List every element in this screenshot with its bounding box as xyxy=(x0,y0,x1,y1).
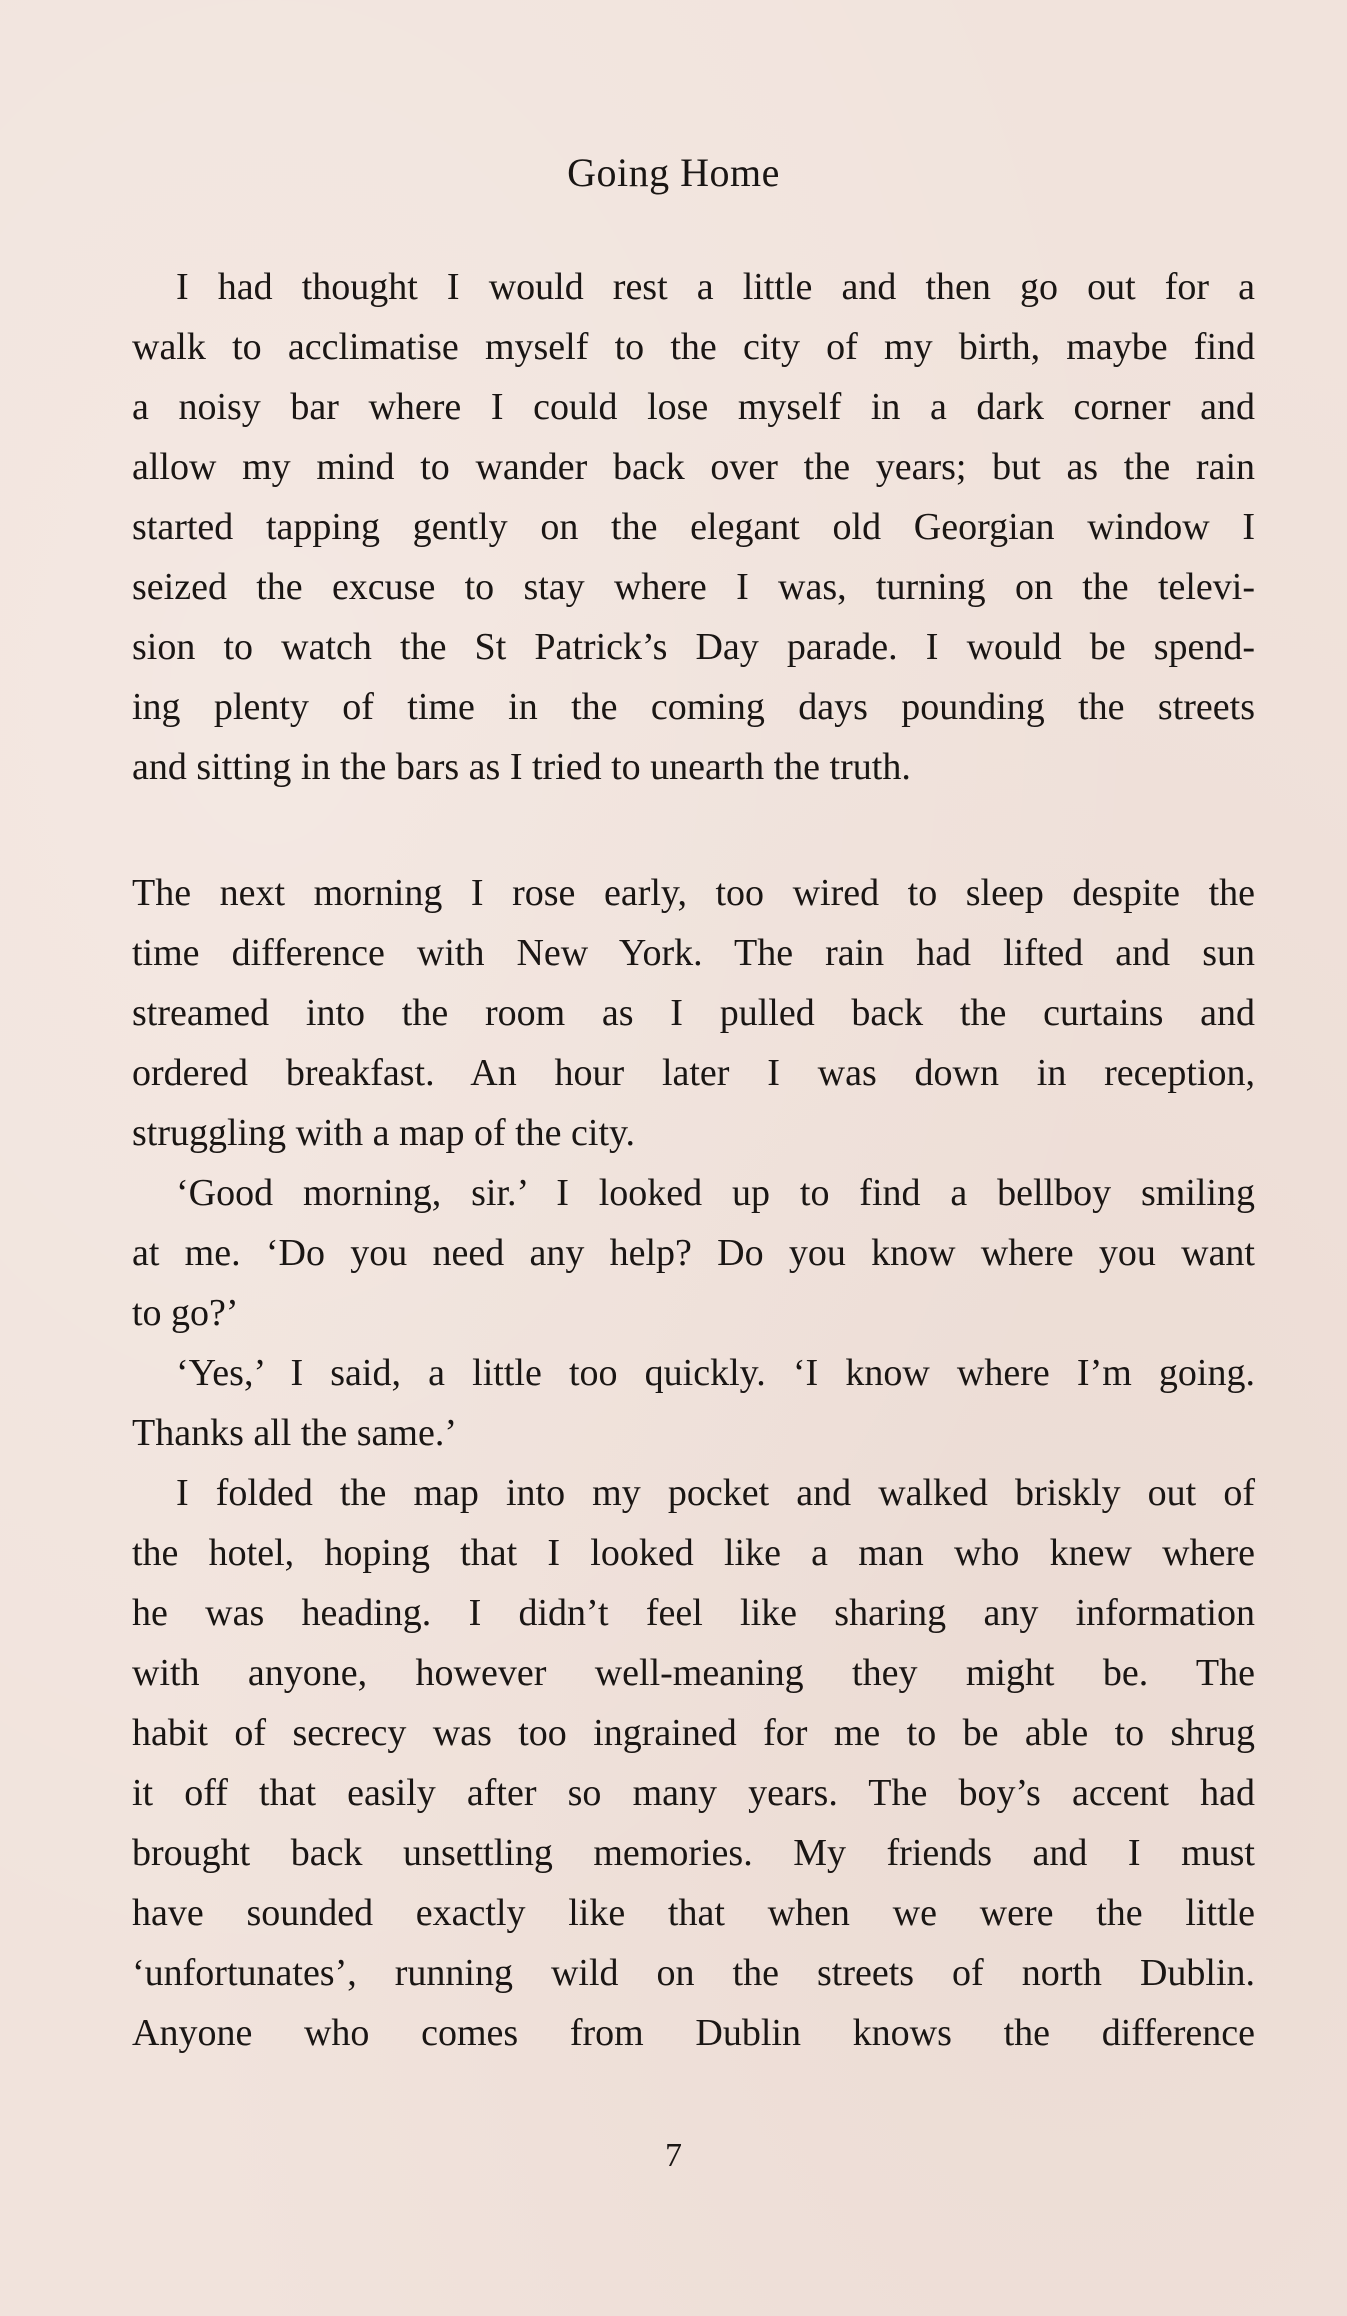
text-line: ‘Yes,’ I said, a little too quickly. ‘I know where I’m going. xyxy=(176,1352,1255,1394)
text-line: ing plenty of time in the coming days pounding the streets xyxy=(132,686,1255,728)
text-line: streamed into the room as I pulled back the curtains and xyxy=(132,992,1255,1034)
paragraph-5 xyxy=(132,1463,1255,2063)
text-line: Anyone who comes from Dublin knows the difference xyxy=(132,2012,1255,2054)
text-line: allow my mind to wander back over the years; but as the rain xyxy=(132,446,1255,488)
text-line: walk to acclimatise myself to the city of my birth, maybe find xyxy=(132,326,1255,368)
text-line: ordered breakfast. An hour later I was down in reception, xyxy=(132,1052,1255,1094)
text-line: and sitting in the bars as I tried to unearth the truth. xyxy=(132,746,911,788)
text-line: The next morning I rose early, too wired to sleep despite the xyxy=(132,872,1255,914)
text-line: the hotel, hoping that I looked like a man who knew where xyxy=(132,1532,1255,1574)
paragraph-1 xyxy=(132,257,1255,797)
page-number: 7 xyxy=(665,2137,682,2174)
text-line: a noisy bar where I could lose myself in a dark corner and xyxy=(132,386,1255,428)
text-line: it off that easily after so many years. The boy’s accent had xyxy=(132,1772,1255,1814)
paragraph-3 xyxy=(132,1163,1255,1343)
text-line: to go?’ xyxy=(132,1292,239,1334)
paragraph-2 xyxy=(132,863,1255,1163)
text-line: started tapping gently on the elegant old Georgian window I xyxy=(132,506,1255,548)
paragraph-4 xyxy=(132,1343,1255,1463)
text-line: ‘unfortunates’, running wild on the streets of north Dublin. xyxy=(132,1952,1255,1994)
text-line: I had thought I would rest a little and then go out for a xyxy=(176,266,1255,308)
text-line: I folded the map into my pocket and walked briskly out of xyxy=(176,1472,1255,1514)
text-line: he was heading. I didn’t feel like sharing any information xyxy=(132,1592,1255,1634)
text-line: sion to watch the St Patrick’s Day parade. I would be spend- xyxy=(132,626,1255,668)
text-line: struggling with a map of the city. xyxy=(132,1112,636,1154)
chapter-title: Going Home xyxy=(567,150,780,195)
text-line: have sounded exactly like that when we were the little xyxy=(132,1892,1255,1934)
text-line: at me. ‘Do you need any help? Do you know where you want xyxy=(132,1232,1255,1274)
text-line: brought back unsettling memories. My friends and I must xyxy=(132,1832,1255,1874)
text-line: ‘Good morning, sir.’ I looked up to find a bellboy smiling xyxy=(176,1172,1255,1214)
text-line: habit of secrecy was too ingrained for me to be able to shrug xyxy=(132,1712,1255,1754)
text-line: Thanks all the same.’ xyxy=(132,1412,458,1454)
text-line: with anyone, however well-meaning they might be. The xyxy=(132,1652,1255,1694)
text-line: seized the excuse to stay where I was, turning on the televi- xyxy=(132,566,1255,608)
text-line: time difference with New York. The rain had lifted and sun xyxy=(132,932,1255,974)
